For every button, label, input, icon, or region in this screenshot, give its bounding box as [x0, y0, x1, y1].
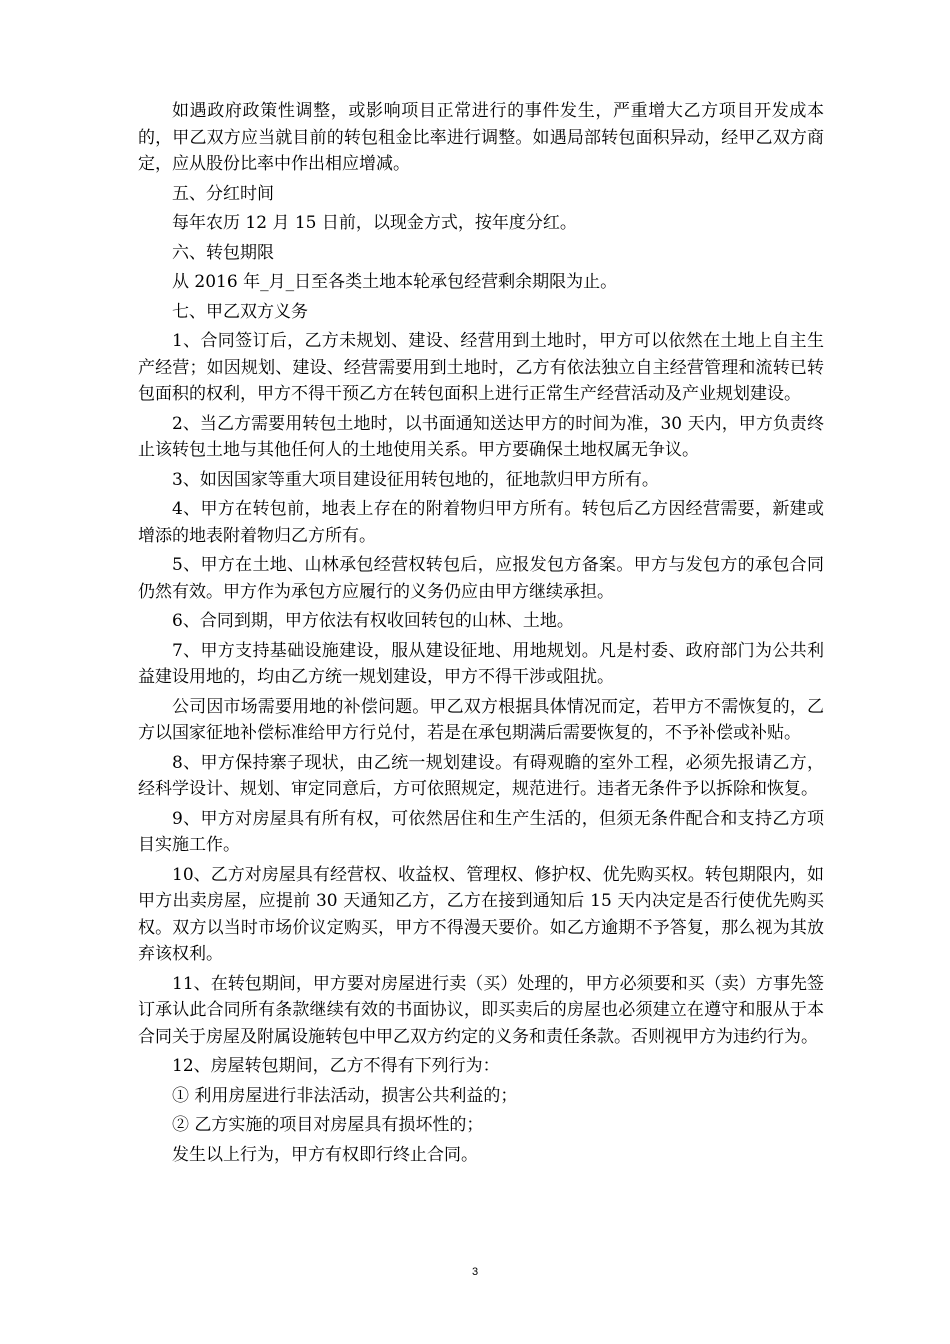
- section-heading-obligations: 七、甲乙双方义务: [172, 301, 308, 322]
- paragraph-obligation-9: 9、甲方对房屋具有所有权，可依然居住和生产生活的，但须无条件配合和支持乙方项目实施工作。: [138, 808, 824, 855]
- paragraph-obligation-8: 8、甲方保持寨子现状，由乙统一规划建设。有碍观瞻的室外工程，必须先报请乙方，经科学设计、规划、审定同意后，方可依照规定，规范进行。违者无条件予以拆除和恢复。: [138, 752, 824, 799]
- paragraph-termination: 发生以上行为，甲方有权即行终止合同。: [172, 1144, 478, 1165]
- paragraph-obligation-2: 2、当乙方需要用转包土地时，以书面通知送达甲方的时间为准，30 天内，甲方负责终止该转包土地与其他任何人的土地使用关系。甲方要确保土地权属无争议。: [138, 413, 824, 460]
- paragraph-obligation-6: 6、合同到期，甲方依法有权收回转包的山林、土地。: [172, 611, 574, 631]
- paragraph-obligation-7: 7、甲方支持基础设施建设，服从建设征地、用地规划。凡是村委、政府部门为公共利益建设用地的，均由乙方统一规划建设，甲方不得干涉或阻扰。: [138, 640, 824, 687]
- section-heading-sublease-term: 六、转包期限: [172, 242, 274, 263]
- list-item-damage: ② 乙方实施的项目对房屋具有损坏性的；: [172, 1115, 484, 1135]
- paragraph-dividend-time: 每年农历 12 月 15 日前，以现金方式，按年度分红。: [172, 213, 577, 233]
- paragraph-obligation-12: 12、房屋转包期间，乙方不得有下列行为：: [172, 1056, 500, 1076]
- paragraph-obligation-3: 3、如因国家等重大项目建设征用转包地的，征地款归甲方所有。: [172, 469, 659, 490]
- list-item-illegal-activity: ① 利用房屋进行非法活动，损害公共利益的；: [172, 1085, 518, 1106]
- paragraph-obligation-1: 1、合同签订后，乙方未规划、建设、经营用到土地时，甲方可以依然在土地上自主生产经营；如因规划、建设、经营需要用到土地时，乙方有依法独立自主经营管理和流转已转包面积的权利，甲方不得干预乙方在转包面积上进行正常生产经营活动及产业规划建设。: [138, 331, 824, 404]
- paragraph-policy-adjustment: 如遇政府政策性调整，或影响项目正常进行的事件发生，严重增大乙方项目开发成本的，甲乙双方应当就目前的转包租金比率进行调整。如遇局部转包面积异动，经甲乙双方商定，应从股份比率中作出相应增减。: [138, 101, 824, 174]
- section-heading-dividend-time: 五、分红时间: [172, 183, 274, 204]
- page-number: 3: [471, 1266, 479, 1278]
- paragraph-compensation: 公司因市场需要用地的补偿问题。甲乙双方根据具体情况而定，若甲方不需恢复的，乙方以国家征地补偿标准给甲方行兑付，若是在承包期满后需要恢复的，不予补偿或补贴。: [138, 696, 824, 743]
- paragraph-obligation-4: 4、甲方在转包前，地表上存在的附着物归甲方所有。转包后乙方因经营需要，新建或增添的地表附着物归乙方所有。: [138, 499, 824, 546]
- paragraph-obligation-5: 5、甲方在土地、山林承包经营权转包后，应报发包方备案。甲方与发包方的承包合同仍然有效。甲方作为承包方应履行的义务仍应由甲方继续承担。: [138, 555, 824, 602]
- document-page: [138, 98, 824, 1171]
- paragraph-obligation-10: 10、乙方对房屋具有经营权、收益权、管理权、修护权、优先购买权。转包期限内，如甲方出卖房屋，应提前 30 天通知乙方，乙方在接到通知后 15 天内决定是否行使优先购买权。双方以当时市场价议定购买，甲方不得漫天要价。如乙方逾期不予答复，那么视为其放弃该权利。: [138, 864, 824, 964]
- paragraph-obligation-11: 11、在转包期间，甲方要对房屋进行卖（买）处理的，甲方必须要和买（卖）方事先签订承认此合同所有条款继续有效的书面协议，即买卖后的房屋也必须建立在遵守和服从于本合同关于房屋及附属设施转包中甲乙双方约定的义务和责任条款。否则视甲方为违约行为。: [138, 973, 824, 1047]
- paragraph-sublease-term: 从 2016 年_月_日至各类土地本轮承包经营剩余期限为止。: [172, 272, 618, 292]
